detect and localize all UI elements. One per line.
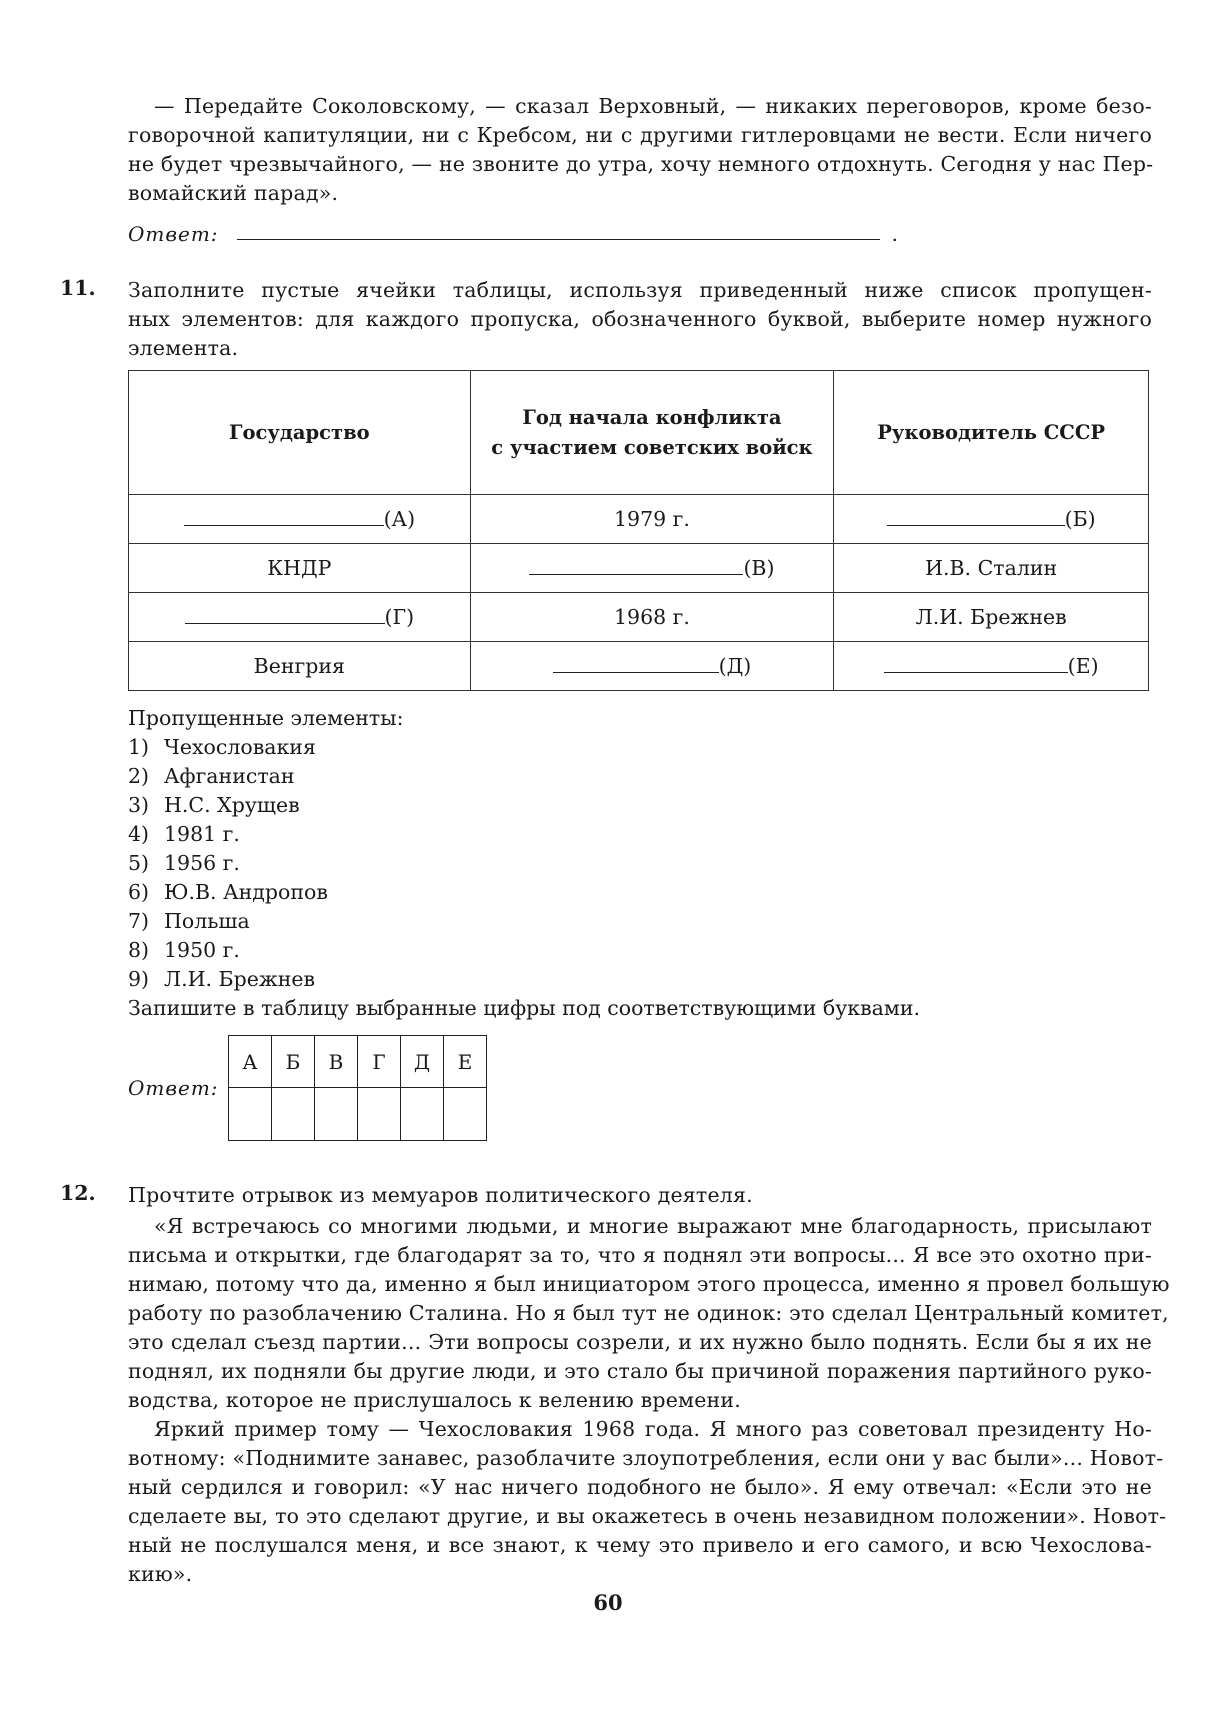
cell-year: 1979 г.	[470, 495, 834, 544]
table-row	[129, 495, 1149, 544]
item-number: 7)	[128, 909, 150, 933]
letter-cell: Г	[358, 1036, 401, 1088]
list-item	[128, 762, 404, 791]
task12-title-block	[128, 1181, 1152, 1210]
text-line: элемента.	[128, 336, 239, 360]
table-row	[129, 593, 1149, 642]
cell-state: КНДР	[129, 544, 471, 593]
letter-cell: В	[315, 1036, 358, 1088]
cell-blank-g[interactable]	[129, 593, 471, 642]
item-text: Н.С. Хрущев	[164, 793, 300, 817]
header-year-line2: с участием советских войск	[491, 435, 813, 459]
list-item	[128, 791, 404, 820]
text-line: кию».	[128, 1562, 193, 1586]
task-number-12: 12.	[60, 1181, 96, 1205]
text-line: Заполните пустые ячейки таблицы, используя приведенный ниже список пропущен-	[128, 278, 1152, 302]
cell-blank-d[interactable]	[470, 642, 834, 691]
answer-row-10	[128, 216, 898, 246]
cell-leader: И.В. Сталин	[834, 544, 1149, 593]
text-line: ный не послушался меня, и все знают, к чему это привело и его самого, и всю Чехослова-	[128, 1533, 1152, 1557]
text-line: нимаю, потому что да, именно я был инициатором этого процесса, именно я провел большую	[128, 1272, 1170, 1296]
cell-blank-b[interactable]	[834, 495, 1149, 544]
text-line: Яркий пример тому — Чехословакия 1968 года. Я много раз советовал президенту Но-	[154, 1417, 1152, 1441]
answer-instruction: Запишите в таблицу выбранные цифры под соответствующими буквами.	[128, 996, 921, 1020]
item-number: 2)	[128, 764, 150, 788]
item-number: 5)	[128, 851, 150, 875]
list-item	[128, 878, 404, 907]
blank-label: (Д)	[718, 654, 752, 678]
table-row	[129, 642, 1149, 691]
item-number: 9)	[128, 967, 150, 991]
blank-line	[184, 508, 384, 526]
item-text: Чехословакия	[164, 735, 316, 759]
text-line: работу по разоблачению Сталина. Но я был тут не одинок: это сделал Центральный комитет,	[128, 1301, 1169, 1325]
blank-line	[553, 655, 719, 673]
answer-grid-letters	[229, 1036, 487, 1088]
list-item	[128, 936, 404, 965]
blank-line	[185, 606, 385, 624]
answer-period: .	[891, 222, 899, 246]
header-year-line1: Год начала конфликта	[522, 405, 782, 429]
text-line: вомайский парад».	[128, 181, 339, 205]
text-line: поднял, их подняли бы другие люди, и это стало бы причиной поражения партийного руко-	[128, 1359, 1152, 1383]
page-number: 60	[593, 1590, 623, 1615]
task11-prompt	[128, 276, 1152, 363]
letter-cell: Б	[272, 1036, 315, 1088]
answer-cell-d[interactable]	[401, 1088, 444, 1141]
text-line: — Передайте Соколовскому, — сказал Верховный, — никаких переговоров, кроме безо-	[154, 94, 1152, 118]
item-number: 4)	[128, 822, 150, 846]
answer-grid-inputs	[229, 1088, 487, 1141]
answer-grid	[228, 1035, 487, 1141]
item-number: 3)	[128, 793, 150, 817]
letter-cell: Д	[401, 1036, 444, 1088]
item-number: 1)	[128, 735, 150, 759]
blank-line	[884, 655, 1068, 673]
text-line: ный сердился и говорил: «У нас ничего подобного не было». Я ему отвечал: «Если это не	[128, 1475, 1152, 1499]
blank-label: (А)	[383, 507, 416, 531]
list-item	[128, 733, 404, 762]
item-number: 6)	[128, 880, 150, 904]
header-state: Государство	[129, 371, 471, 495]
task12-title: Прочтите отрывок из мемуаров политического деятеля.	[128, 1183, 753, 1207]
item-text: Афганистан	[164, 764, 295, 788]
text-line: не будет чрезвычайного, — не звоните до утра, хочу немного отдохнуть. Сегодня у нас Пер-	[128, 152, 1154, 176]
item-text: Ю.В. Андропов	[164, 880, 328, 904]
item-text: Польша	[164, 909, 250, 933]
text-line: вотному: «Поднимите занавес, разоблачите злоупотребления, если они у вас были»... Новот-	[128, 1446, 1164, 1470]
text-line: ных элементов: для каждого пропуска, обозначенного буквой, выберите номер нужного	[128, 307, 1152, 331]
answer-input-10[interactable]	[237, 218, 880, 240]
answer-cell-v[interactable]	[315, 1088, 358, 1141]
text-line: письма и открытки, где благодарят за то, что я поднял эти вопросы... Я все это охотно при-	[128, 1243, 1152, 1267]
item-number: 8)	[128, 938, 150, 962]
cell-leader: Л.И. Брежнев	[834, 593, 1149, 642]
missing-elements-title: Пропущенные элементы:	[128, 706, 404, 730]
table-header-row	[129, 371, 1149, 495]
blank-label: (Б)	[1064, 507, 1096, 531]
list-item	[128, 820, 404, 849]
memoir-paragraph-1	[128, 1212, 1170, 1415]
item-text: 1981 г.	[164, 822, 240, 846]
text-line: «Я встречаюсь со многими людьми, и многие выражают мне благодарность, присылают	[154, 1214, 1152, 1238]
blank-line	[529, 557, 743, 575]
answer-cell-a[interactable]	[229, 1088, 272, 1141]
missing-elements-list	[128, 704, 404, 994]
conflicts-table	[128, 370, 1149, 691]
memoir-paragraph-2	[128, 1415, 1167, 1589]
answer-label: Ответ:	[128, 1076, 219, 1100]
quote-continuation	[128, 92, 1152, 208]
cell-blank-a[interactable]	[129, 495, 471, 544]
cell-blank-e[interactable]	[834, 642, 1149, 691]
item-text: Л.И. Брежнев	[164, 967, 316, 991]
item-text: 1950 г.	[164, 938, 240, 962]
blank-label: (Е)	[1067, 654, 1099, 678]
answer-label: Ответ:	[128, 222, 219, 246]
text-line: сделаете вы, то это сделают другие, и вы окажетесь в очень незавидном положении». Новот-	[128, 1504, 1167, 1528]
task-number-11: 11.	[60, 276, 96, 300]
item-text: 1956 г.	[164, 851, 240, 875]
cell-state: Венгрия	[129, 642, 471, 691]
cell-blank-v[interactable]	[470, 544, 834, 593]
answer-cell-b[interactable]	[272, 1088, 315, 1141]
blank-line	[887, 508, 1065, 526]
blank-label: (Г)	[384, 605, 415, 629]
list-item	[128, 849, 404, 878]
header-year	[470, 371, 834, 495]
header-leader: Руководитель СССР	[834, 371, 1149, 495]
answer-cell-g[interactable]	[358, 1088, 401, 1141]
answer-cell-e[interactable]	[444, 1088, 487, 1141]
table-row	[129, 544, 1149, 593]
letter-cell: Е	[444, 1036, 487, 1088]
text-line: это сделал съезд партии... Эти вопросы созрели, и их нужно было поднять. Если бы я их не	[128, 1330, 1152, 1354]
letter-cell: А	[229, 1036, 272, 1088]
text-line: водства, которое не прислушалось к велению времени.	[128, 1388, 741, 1412]
blank-label: (В)	[743, 556, 775, 580]
list-item	[128, 965, 404, 994]
cell-year: 1968 г.	[470, 593, 834, 642]
list-item	[128, 907, 404, 936]
text-line: говорочной капитуляции, ни с Кребсом, ни с другими гитлеровцами не вести. Если ничего	[128, 123, 1152, 147]
